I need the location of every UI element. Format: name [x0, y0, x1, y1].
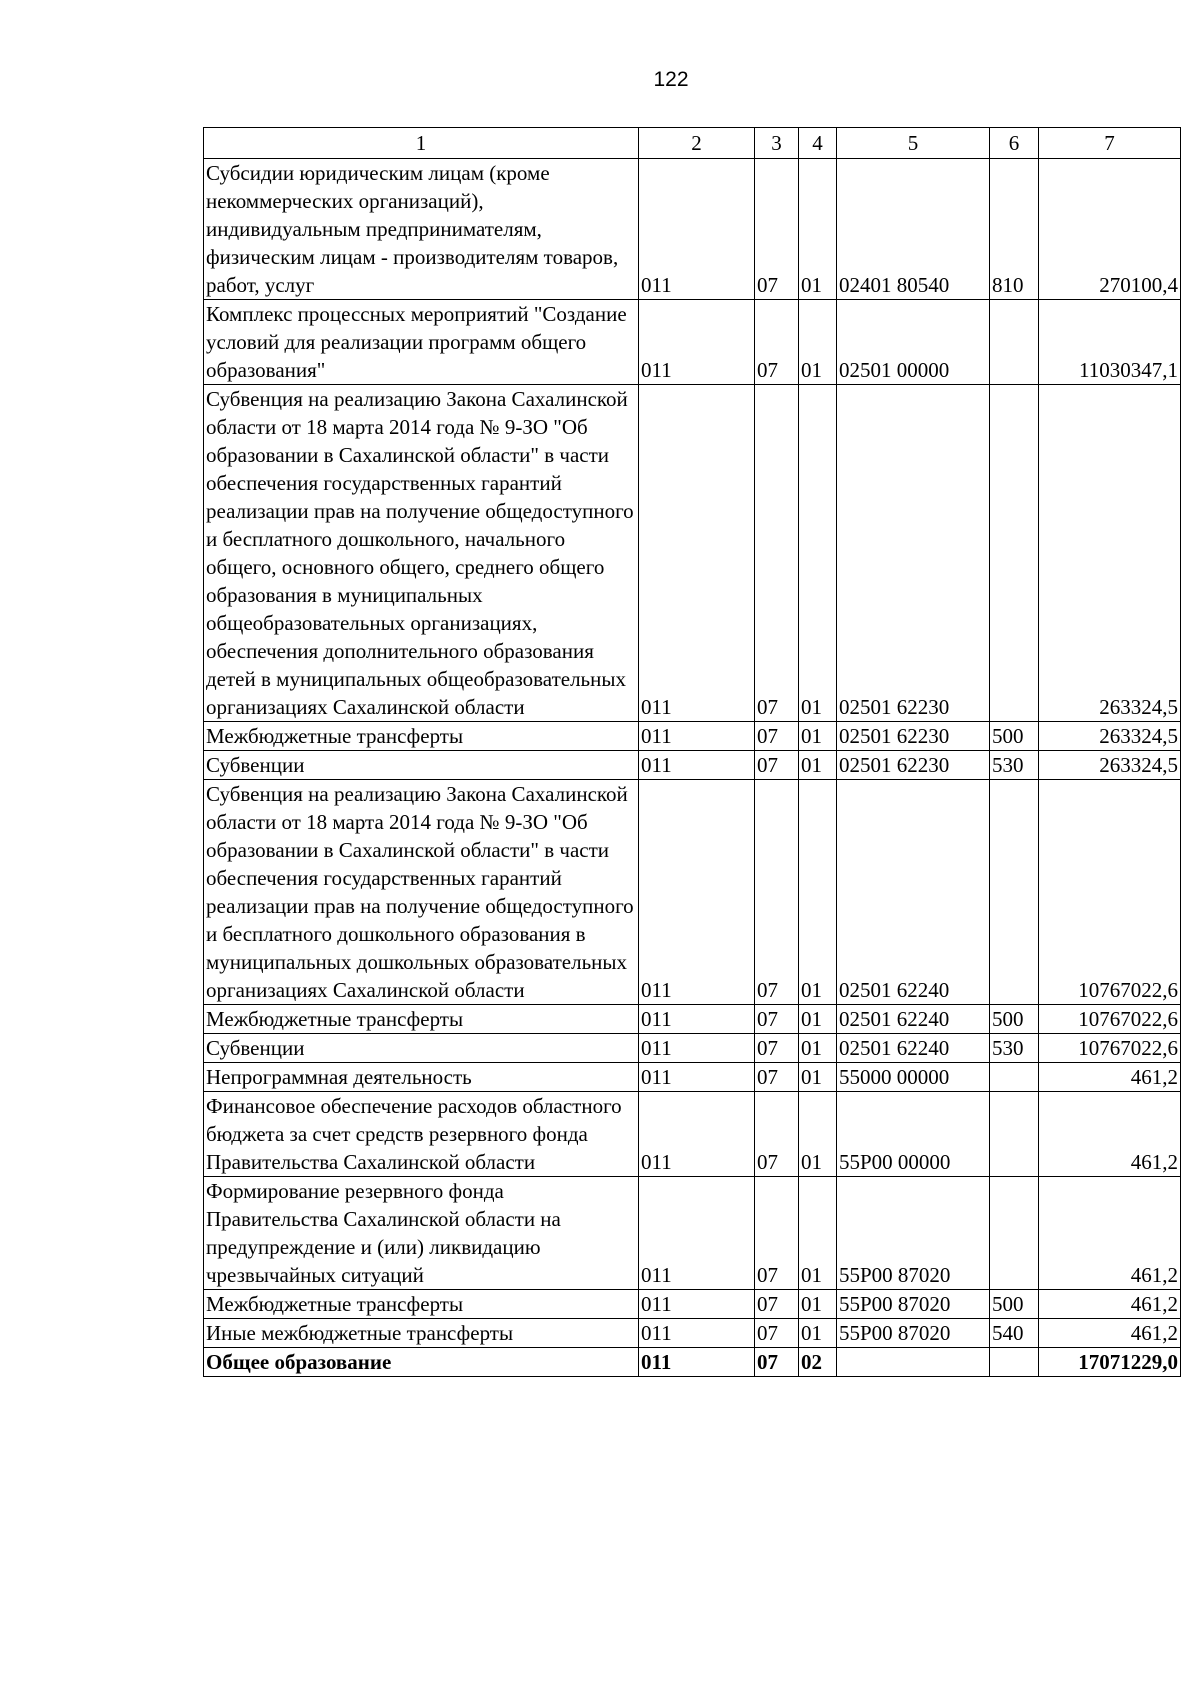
row-value-cell: 500: [990, 722, 1039, 751]
row-value-cell: 02501 62230: [837, 385, 990, 722]
header-cell: 6: [990, 128, 1039, 159]
row-value-cell: 011: [639, 780, 755, 1005]
row-name-cell: Субсидии юридическим лицам (кроме некоммерческих организаций), индивидуальным предпринимателям, физическим лицам - производителям товаров, работ, услуг: [204, 159, 639, 300]
row-value-cell: 263324,5: [1039, 385, 1181, 722]
row-value-cell: 01: [799, 385, 837, 722]
row-name-cell: Общее образование: [204, 1348, 639, 1377]
row-value-cell: 07: [755, 1034, 799, 1063]
row-value-cell: 01: [799, 751, 837, 780]
row-value-cell: 01: [799, 722, 837, 751]
row-value-cell: 540: [990, 1319, 1039, 1348]
row-value-cell: 55Р00 87020: [837, 1177, 990, 1290]
row-value-cell: 55Р00 87020: [837, 1319, 990, 1348]
row-value-cell: 10767022,6: [1039, 1005, 1181, 1034]
row-value-cell: 07: [755, 1177, 799, 1290]
row-value-cell: [837, 1348, 990, 1377]
header-cell: 2: [639, 128, 755, 159]
row-value-cell: 263324,5: [1039, 722, 1181, 751]
row-value-cell: 500: [990, 1005, 1039, 1034]
row-value-cell: 01: [799, 159, 837, 300]
row-value-cell: 07: [755, 1348, 799, 1377]
row-value-cell: 461,2: [1039, 1319, 1181, 1348]
row-value-cell: 011: [639, 1092, 755, 1177]
table-row: [204, 1290, 1181, 1319]
row-value-cell: 02501 62230: [837, 751, 990, 780]
row-value-cell: 07: [755, 751, 799, 780]
row-value-cell: 07: [755, 1063, 799, 1092]
row-value-cell: [990, 1092, 1039, 1177]
row-name-cell: Межбюджетные трансферты: [204, 722, 639, 751]
table-row: [204, 300, 1181, 385]
row-value-cell: 02501 62240: [837, 1034, 990, 1063]
row-value-cell: 02: [799, 1348, 837, 1377]
table-row: [204, 751, 1181, 780]
row-value-cell: [990, 1063, 1039, 1092]
row-value-cell: 02501 00000: [837, 300, 990, 385]
row-value-cell: 011: [639, 1034, 755, 1063]
header-cell: 5: [837, 128, 990, 159]
row-value-cell: 01: [799, 300, 837, 385]
table-row: [204, 1034, 1181, 1063]
row-value-cell: 011: [639, 385, 755, 722]
row-value-cell: 01: [799, 1319, 837, 1348]
row-name-cell: Непрограммная деятельность: [204, 1063, 639, 1092]
table-row: [204, 385, 1181, 722]
row-value-cell: 01: [799, 1034, 837, 1063]
row-value-cell: 07: [755, 1005, 799, 1034]
row-value-cell: 011: [639, 1290, 755, 1319]
row-value-cell: 01: [799, 780, 837, 1005]
page-number: 122: [653, 68, 689, 91]
row-name-cell: Субвенция на реализацию Закона Сахалинской области от 18 марта 2014 года № 9-ЗО "Об образовании в Сахалинской области" в части обеспечения государственных гарантий реализации прав на получение общедоступного и бесплатного дошкольного образования в муниципальных дошкольных образовательных организациях Сахалинской области: [204, 780, 639, 1005]
row-value-cell: 02501 62230: [837, 722, 990, 751]
table-row: [204, 1177, 1181, 1290]
table-row: [204, 159, 1181, 300]
row-value-cell: 07: [755, 1319, 799, 1348]
table-row: [204, 1005, 1181, 1034]
budget-table: [203, 127, 1181, 1377]
row-value-cell: 011: [639, 1005, 755, 1034]
row-value-cell: 01: [799, 1063, 837, 1092]
row-value-cell: 10767022,6: [1039, 780, 1181, 1005]
row-value-cell: 011: [639, 1177, 755, 1290]
header-cell: 3: [755, 128, 799, 159]
row-value-cell: 02501 62240: [837, 1005, 990, 1034]
row-value-cell: 07: [755, 722, 799, 751]
row-value-cell: 011: [639, 159, 755, 300]
table-row: [204, 1092, 1181, 1177]
row-name-cell: Субвенция на реализацию Закона Сахалинской области от 18 марта 2014 года № 9-ЗО "Об образовании в Сахалинской области" в части обеспечения государственных гарантий реализации прав на получение общедоступного и бесплатного дошкольного, начального общего, основного общего, среднего общего образования в муниципальных общеобразовательных организациях, обеспечения дополнительного образования детей в муниципальных общеобразовательных организациях Сахалинской области: [204, 385, 639, 722]
row-name-cell: Иные межбюджетные трансферты: [204, 1319, 639, 1348]
row-name-cell: Субвенции: [204, 1034, 639, 1063]
row-value-cell: 500: [990, 1290, 1039, 1319]
row-value-cell: 461,2: [1039, 1092, 1181, 1177]
header-row: [204, 128, 1181, 159]
row-name-cell: Комплекс процессных мероприятий "Создание условий для реализации программ общего образования": [204, 300, 639, 385]
header-cell: 1: [204, 128, 639, 159]
row-value-cell: 530: [990, 1034, 1039, 1063]
row-value-cell: 01: [799, 1290, 837, 1319]
row-value-cell: 07: [755, 385, 799, 722]
row-name-cell: Межбюджетные трансферты: [204, 1290, 639, 1319]
row-value-cell: 530: [990, 751, 1039, 780]
row-value-cell: 011: [639, 751, 755, 780]
row-value-cell: 10767022,6: [1039, 1034, 1181, 1063]
table-row: [204, 1063, 1181, 1092]
row-value-cell: 55Р00 00000: [837, 1092, 990, 1177]
row-value-cell: 011: [639, 1319, 755, 1348]
row-value-cell: 011: [639, 1063, 755, 1092]
row-value-cell: 07: [755, 159, 799, 300]
row-name-cell: Межбюджетные трансферты: [204, 1005, 639, 1034]
row-value-cell: 07: [755, 780, 799, 1005]
row-value-cell: 07: [755, 1290, 799, 1319]
row-value-cell: 11030347,1: [1039, 300, 1181, 385]
row-value-cell: 263324,5: [1039, 751, 1181, 780]
row-value-cell: 01: [799, 1177, 837, 1290]
row-value-cell: [990, 780, 1039, 1005]
table-row: [204, 722, 1181, 751]
row-value-cell: 011: [639, 300, 755, 385]
table-row: [204, 1348, 1181, 1377]
row-value-cell: 461,2: [1039, 1063, 1181, 1092]
row-value-cell: 17071229,0: [1039, 1348, 1181, 1377]
row-value-cell: 02401 80540: [837, 159, 990, 300]
row-name-cell: Финансовое обеспечение расходов областного бюджета за счет средств резервного фонда Правительства Сахалинской области: [204, 1092, 639, 1177]
row-value-cell: 810: [990, 159, 1039, 300]
row-value-cell: 461,2: [1039, 1290, 1181, 1319]
header-cell: 4: [799, 128, 837, 159]
row-value-cell: 011: [639, 722, 755, 751]
row-value-cell: [990, 300, 1039, 385]
row-value-cell: 02501 62240: [837, 780, 990, 1005]
row-value-cell: 461,2: [1039, 1177, 1181, 1290]
row-value-cell: 01: [799, 1092, 837, 1177]
row-value-cell: 07: [755, 300, 799, 385]
header-cell: 7: [1039, 128, 1181, 159]
table-row: [204, 1319, 1181, 1348]
row-value-cell: 55Р00 87020: [837, 1290, 990, 1319]
row-value-cell: 270100,4: [1039, 159, 1181, 300]
row-value-cell: [990, 385, 1039, 722]
row-value-cell: [990, 1348, 1039, 1377]
table-row: [204, 780, 1181, 1005]
row-value-cell: 07: [755, 1092, 799, 1177]
row-name-cell: Субвенции: [204, 751, 639, 780]
row-value-cell: 011: [639, 1348, 755, 1377]
row-value-cell: [990, 1177, 1039, 1290]
row-value-cell: 55000 00000: [837, 1063, 990, 1092]
row-name-cell: Формирование резервного фонда Правительства Сахалинской области на предупреждение и (или) ликвидацию чрезвычайных ситуаций: [204, 1177, 639, 1290]
row-value-cell: 01: [799, 1005, 837, 1034]
